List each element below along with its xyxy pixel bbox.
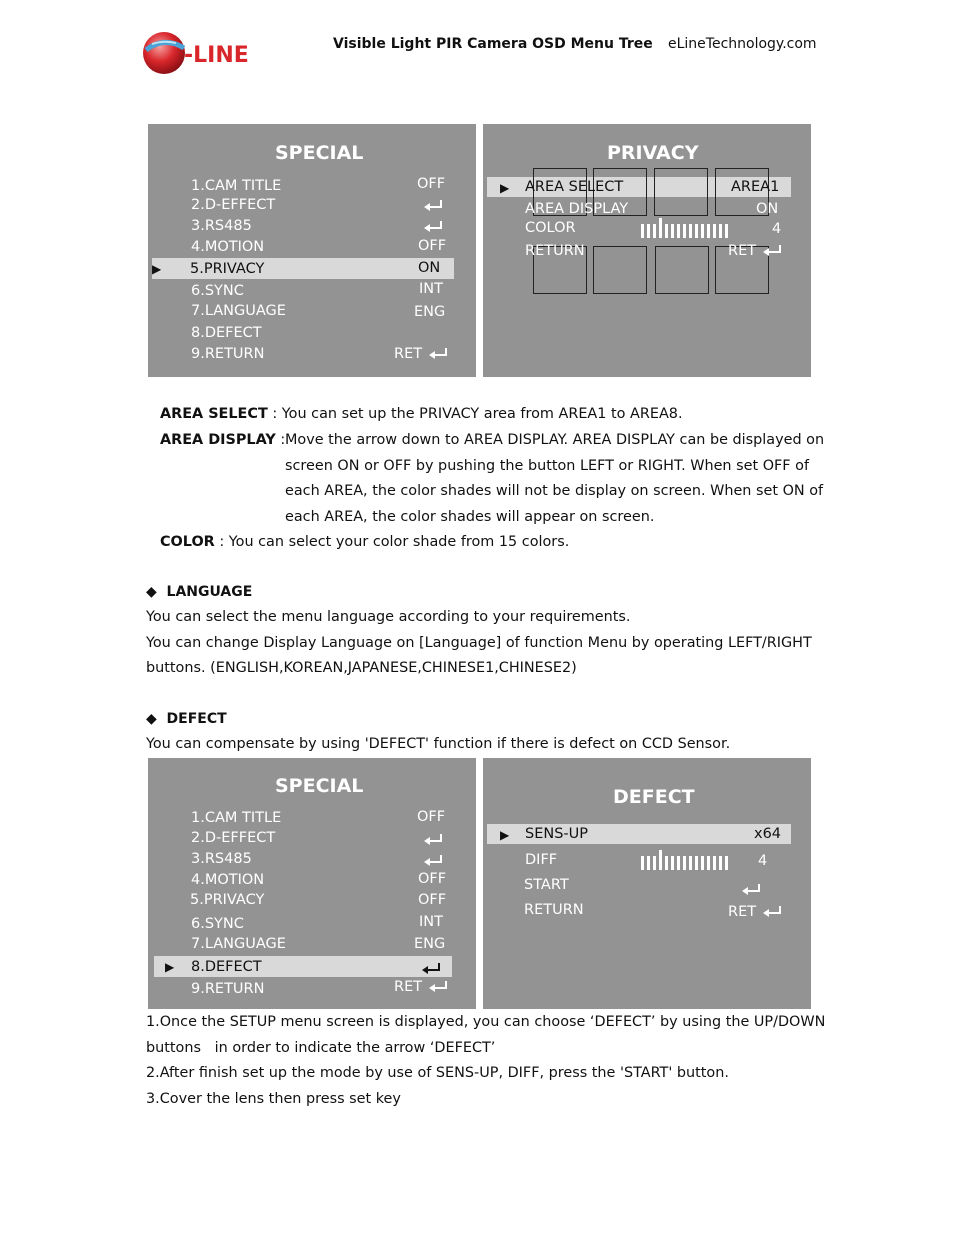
level-tick bbox=[659, 850, 662, 870]
privacy-area-box bbox=[654, 168, 708, 216]
step-line: buttons in order to indicate the arrow ‘DEFECT’ bbox=[146, 1039, 496, 1056]
defect-body bbox=[146, 732, 730, 758]
enter-icon bbox=[740, 882, 762, 898]
document-title: Visible Light PIR Camera OSD Menu Tree bbox=[333, 36, 653, 52]
menu-item-return: RETURN bbox=[525, 243, 585, 259]
privacy-area-box bbox=[655, 246, 709, 294]
enter-icon bbox=[420, 961, 442, 977]
osd-title: SPECIAL bbox=[275, 775, 364, 797]
menu-item-d-effect: 2.D-EFFECT bbox=[191, 830, 276, 846]
menu-item-return: 9.RETURN bbox=[191, 346, 265, 362]
level-tick bbox=[695, 224, 698, 238]
menu-item-color: COLOR bbox=[525, 220, 576, 236]
selection-arrow-icon: ▶ bbox=[165, 960, 175, 974]
level-tick bbox=[689, 856, 692, 870]
menu-item-sync: 6.SYNC bbox=[191, 916, 244, 932]
eline-logo bbox=[140, 28, 252, 78]
diamond-bullet-icon: ◆ bbox=[146, 711, 157, 727]
menu-value-area-display: ON bbox=[756, 201, 779, 217]
privacy-area-box bbox=[593, 246, 647, 294]
defect-line: You can compensate by using 'DEFECT' function if there is defect on CCD Sensor. bbox=[146, 736, 731, 752]
menu-value-cam-title: OFF bbox=[417, 809, 446, 825]
defect-heading-text: DEFECT bbox=[166, 711, 227, 727]
area-display-line: each AREA, the color shades will not be display on screen. When set ON of bbox=[285, 483, 824, 499]
level-tick bbox=[683, 856, 686, 870]
menu-item-defect: 8.DEFECT bbox=[191, 959, 262, 975]
language-line: You can change Display Language on [Language] of function Menu by operating LEFT/RIGHT bbox=[146, 634, 812, 651]
menu-value-sens-up: x64 bbox=[754, 826, 782, 842]
menu-item-return: RETURN bbox=[524, 902, 584, 918]
menu-value-color: 4 bbox=[772, 221, 782, 237]
menu-value-privacy: OFF bbox=[418, 892, 447, 908]
level-tick bbox=[647, 224, 650, 238]
menu-value-motion: OFF bbox=[418, 238, 447, 254]
menu-item-defect: 8.DEFECT bbox=[191, 325, 262, 341]
step-line: 3.Cover the lens then press set key bbox=[146, 1090, 401, 1107]
menu-value-language: ENG bbox=[414, 936, 446, 952]
menu-item-return: 9.RETURN bbox=[191, 981, 265, 997]
menu-value-language: ENG bbox=[414, 304, 446, 320]
osd-special-menu-defect bbox=[148, 758, 476, 1009]
level-tick bbox=[707, 856, 710, 870]
menu-value-privacy: ON bbox=[418, 260, 441, 276]
osd-special-menu-privacy bbox=[148, 124, 476, 377]
menu-value-return bbox=[728, 243, 783, 259]
menu-item-cam-title: 1.CAM TITLE bbox=[191, 178, 282, 194]
defect-steps bbox=[146, 1010, 825, 1112]
level-tick bbox=[701, 224, 704, 238]
area-select-text: : You can set up the PRIVACY area from AREA1 to AREA8. bbox=[267, 406, 683, 422]
enter-icon bbox=[422, 832, 444, 848]
menu-item-sens-up: SENS-UP bbox=[525, 826, 589, 842]
level-tick bbox=[677, 856, 680, 870]
language-heading-text: LANGUAGE bbox=[166, 584, 253, 600]
level-tick bbox=[665, 856, 668, 870]
svg-text:-LINE: -LINE bbox=[184, 43, 249, 68]
area-display-sep: : bbox=[280, 432, 286, 448]
osd-title: PRIVACY bbox=[607, 142, 699, 164]
level-tick bbox=[713, 224, 716, 238]
term-area-select: AREA SELECT bbox=[160, 406, 268, 422]
area-select-description bbox=[160, 402, 683, 428]
level-tick bbox=[725, 856, 728, 870]
osd-privacy-menu bbox=[483, 124, 811, 377]
menu-item-rs485: 3.RS485 bbox=[191, 218, 252, 234]
level-tick bbox=[671, 224, 674, 238]
enter-icon bbox=[427, 980, 449, 994]
menu-item-privacy: 5.PRIVACY bbox=[190, 261, 265, 277]
menu-item-diff: DIFF bbox=[525, 852, 558, 868]
level-tick bbox=[689, 224, 692, 238]
level-tick bbox=[665, 224, 668, 238]
enter-icon bbox=[422, 219, 444, 235]
menu-item-area-display: AREA DISPLAY bbox=[525, 201, 629, 217]
level-tick bbox=[713, 856, 716, 870]
selection-arrow-icon: ▶ bbox=[152, 262, 162, 276]
language-line: buttons. (ENGLISH,KOREAN,JAPANESE,CHINESE1,CHINESE2) bbox=[146, 660, 577, 676]
level-tick bbox=[647, 856, 650, 870]
color-text: : You can select your color shade from 15 colors. bbox=[214, 534, 570, 550]
enter-icon bbox=[422, 853, 444, 869]
menu-item-rs485: 3.RS485 bbox=[191, 851, 252, 867]
level-tick bbox=[701, 856, 704, 870]
enter-icon bbox=[761, 905, 783, 919]
level-tick bbox=[641, 224, 644, 238]
menu-item-sync: 6.SYNC bbox=[191, 283, 244, 299]
menu-item-motion: 4.MOTION bbox=[191, 872, 265, 888]
menu-value-return bbox=[394, 979, 449, 995]
level-tick bbox=[719, 856, 722, 870]
menu-value-return bbox=[394, 346, 449, 362]
diff-level-bar bbox=[641, 852, 728, 870]
enter-icon bbox=[427, 347, 449, 361]
level-tick bbox=[677, 224, 680, 238]
language-body bbox=[146, 605, 812, 682]
ret-label: RET bbox=[728, 904, 757, 920]
level-tick bbox=[659, 218, 662, 238]
menu-value-area-select: AREA1 bbox=[731, 179, 780, 195]
area-display-term-line bbox=[160, 428, 285, 454]
menu-value-diff: 4 bbox=[758, 853, 768, 869]
level-tick bbox=[683, 224, 686, 238]
level-tick bbox=[653, 856, 656, 870]
level-tick bbox=[707, 224, 710, 238]
color-level-bar bbox=[641, 220, 728, 238]
diamond-bullet-icon: ◆ bbox=[146, 584, 157, 600]
menu-item-start: START bbox=[524, 877, 569, 893]
menu-value-motion: OFF bbox=[418, 871, 447, 887]
step-line: 1.Once the SETUP menu screen is displayed, you can choose ‘DEFECT’ by using the UP/DOWN bbox=[146, 1014, 826, 1030]
osd-title: SPECIAL bbox=[275, 142, 364, 164]
term-color: COLOR bbox=[160, 534, 215, 550]
selection-arrow-icon: ▶ bbox=[500, 828, 510, 842]
ret-label: RET bbox=[728, 243, 757, 259]
osd-defect-menu bbox=[483, 758, 811, 1009]
enter-icon bbox=[761, 244, 783, 258]
menu-item-motion: 4.MOTION bbox=[191, 239, 265, 255]
enter-icon bbox=[422, 198, 444, 214]
defect-heading bbox=[146, 711, 227, 727]
term-area-display: AREA DISPLAY bbox=[160, 432, 276, 448]
menu-value-sync: INT bbox=[419, 281, 443, 297]
area-display-description bbox=[285, 428, 824, 530]
ret-label: RET bbox=[394, 979, 423, 995]
area-display-line: screen ON or OFF by pushing the button LEFT or RIGHT. When set OFF of bbox=[285, 457, 810, 474]
menu-item-area-select: AREA SELECT bbox=[525, 179, 624, 195]
area-display-line: each AREA, the color shades will appear on screen. bbox=[285, 508, 655, 525]
level-tick bbox=[725, 224, 728, 238]
osd-title: DEFECT bbox=[613, 786, 695, 808]
menu-item-language: 7.LANGUAGE bbox=[191, 936, 286, 952]
selection-arrow-icon: ▶ bbox=[500, 181, 510, 195]
level-tick bbox=[695, 856, 698, 870]
level-tick bbox=[653, 224, 656, 238]
color-description bbox=[160, 530, 569, 556]
menu-item-language: 7.LANGUAGE bbox=[191, 303, 286, 319]
menu-item-d-effect: 2.D-EFFECT bbox=[191, 197, 276, 213]
level-tick bbox=[671, 856, 674, 870]
ret-label: RET bbox=[394, 346, 423, 362]
level-tick bbox=[641, 856, 644, 870]
step-line: 2.After finish set up the mode by use of SENS-UP, DIFF, press the 'START' button. bbox=[146, 1065, 729, 1081]
menu-value-return bbox=[728, 904, 783, 920]
menu-item-privacy: 5.PRIVACY bbox=[190, 892, 265, 908]
language-line: You can select the menu language according to your requirements. bbox=[146, 609, 631, 625]
menu-item-cam-title: 1.CAM TITLE bbox=[191, 810, 282, 826]
language-heading bbox=[146, 584, 252, 600]
website-label: eLineTechnology.com bbox=[668, 36, 817, 52]
area-display-line: Move the arrow down to AREA DISPLAY. AREA DISPLAY can be displayed on bbox=[285, 432, 825, 448]
menu-value-sync: INT bbox=[419, 914, 443, 930]
menu-value-cam-title: OFF bbox=[417, 176, 446, 192]
level-tick bbox=[719, 224, 722, 238]
